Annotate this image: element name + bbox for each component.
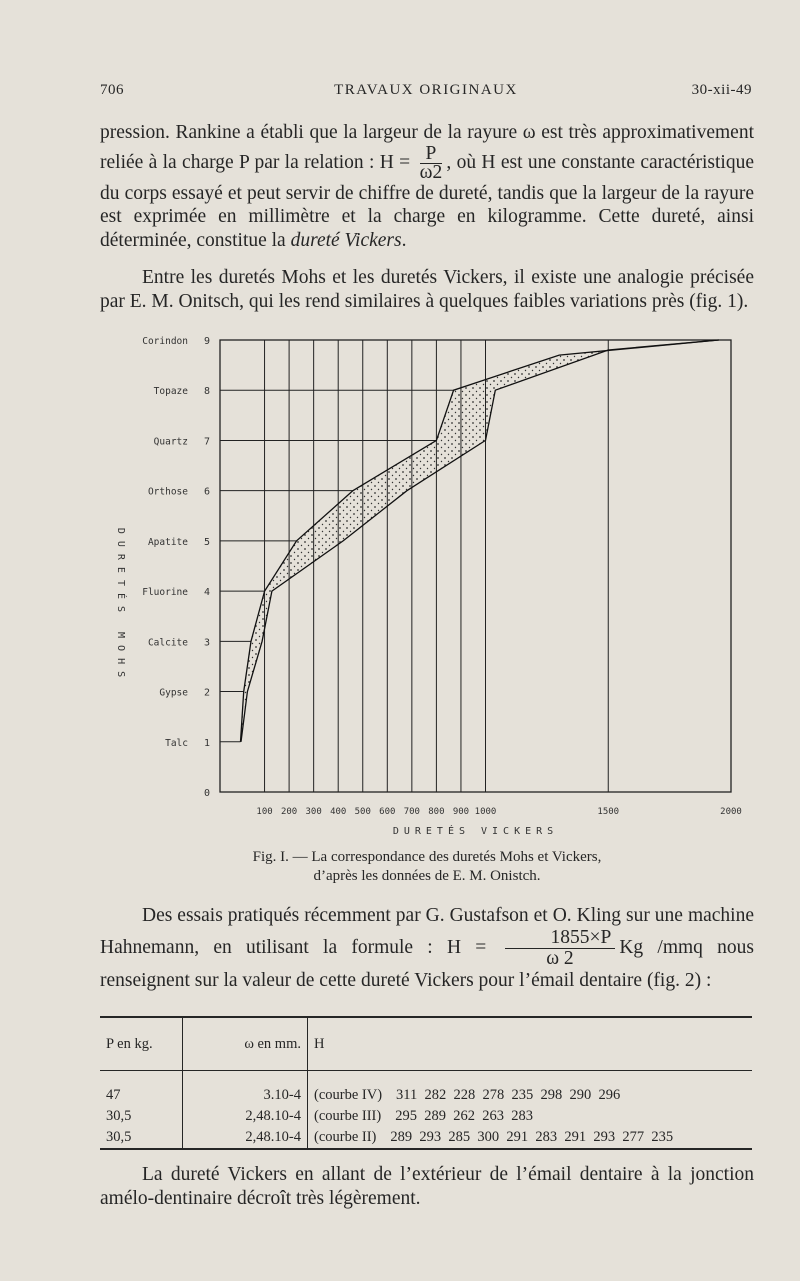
hardness-values: 295 289 262 263 283 (395, 1108, 533, 1124)
x-tick-label: 1500 (597, 807, 620, 817)
paragraph-gustafson: Des essais pratiqués récemment par G. Gustafson et O. Kling sur une machine Hahnemann, en utilisant la formule : H = $\frac{1855\times P}{\omega 2}$ Kg /mmq nous renseignent sur la valeur de cette dureté Vickers pour l’émail dentaire (fig. 2) : (100, 905, 754, 991)
x-tick-label: 400 (330, 807, 347, 817)
col-header-omega: ω en mm. (183, 1017, 308, 1071)
figure-mohs-vickers-chart (100, 330, 760, 850)
page-number: 706 (100, 82, 124, 98)
y-tick-label: 1 (203, 737, 211, 749)
figure-caption: Fig. I. — La correspondance des duretés Mohs et Vickers, d’après les données de E. M. Onistch. (252, 849, 602, 884)
x-tick-label: 500 (354, 807, 371, 817)
x-tick-label: 2000 (720, 807, 742, 817)
cell-width: 2,48.10-4 (183, 1127, 308, 1149)
table-row (100, 1085, 752, 1106)
cell-hardness (308, 1085, 753, 1106)
mineral-label: Talc (165, 737, 188, 749)
curve-label: (courbe III) (314, 1108, 382, 1124)
x-tick-label: 900 (452, 807, 470, 817)
y-axis-title: DURETÉS MOHS (115, 527, 126, 685)
mineral-label: Orthose (147, 486, 188, 498)
cell-hardness (308, 1106, 753, 1127)
running-header (100, 82, 752, 106)
mineral-label: Fluorine (142, 587, 188, 599)
table-row (100, 1106, 752, 1127)
mineral-label: Quartz (153, 436, 188, 448)
hardness-values: 289 293 285 300 291 283 291 293 277 235 (390, 1129, 674, 1145)
dotted-band (241, 340, 719, 742)
cell-load: 30,5 (106, 1129, 132, 1145)
x-tick-label: 600 (379, 807, 396, 817)
y-tick-label: 8 (203, 386, 211, 398)
y-tick-label: 4 (203, 587, 211, 599)
y-tick-label: 3 (203, 637, 211, 649)
vickers-formula-fraction: $\frac{1855\times P}{\omega 2}$ (505, 928, 616, 969)
y-tick-label: 6 (203, 486, 211, 498)
y-tick-label: 0 (203, 788, 211, 799)
y-tick-label: 7 (203, 436, 211, 448)
paragraph-mohs-vickers: Entre les duretés Mohs et les duretés Vickers, il existe une analogie précisée par E. M. Onitsch, qui les rend similaires à quelques faibles variations près (fig. 1). (100, 267, 754, 312)
x-tick-label: 700 (403, 807, 420, 817)
vickers-enamel-table (100, 1016, 752, 1150)
mineral-label: Corindon (142, 336, 188, 347)
col-header-p: P en kg. (106, 1035, 153, 1052)
cell-load: 30,5 (106, 1108, 132, 1124)
x-tick-label: 300 (305, 807, 322, 817)
paragraph-rankine: pression. Rankine a établi que la largeur de la rayure ω est très approximativement reliée à la charge P par la relation : H = $\frac{P}{\omega 2}$ , où H est une constante caractéristique du corps essayé et peut servir de chiffre de dureté, tandis que la largeur de la rayure est exprimée en millimètre et la charge en kilogramme. Cette dureté, ainsi déterminée, constitue la dureté Vickers. (100, 122, 754, 251)
x-tick-label: 100 (256, 807, 273, 817)
table-row (100, 1127, 752, 1149)
cell-hardness (308, 1127, 753, 1149)
cell-width: 3.10-4 (183, 1085, 308, 1106)
hardness-values: 311 282 228 278 235 298 290 296 (396, 1087, 621, 1103)
paragraph-conclusion: La dureté Vickers en allant de l’extérieur de l’émail dentaire à la jonction amélo-dentinaire décroît très légèrement. (100, 1164, 754, 1209)
issue-date: 30-xii-49 (691, 82, 752, 98)
cell-width: 2,48.10-4 (183, 1106, 308, 1127)
mineral-label: Apatite (147, 536, 188, 548)
y-tick-label: 9 (203, 336, 211, 347)
curve-label: (courbe IV) (314, 1087, 383, 1103)
x-tick-label: 200 (280, 807, 298, 817)
rankine-fraction: $\frac{P}{\omega 2}$ (419, 142, 443, 183)
mineral-label: Topaze (153, 386, 188, 398)
y-tick-label: 5 (203, 536, 211, 548)
x-tick-label: 800 (428, 807, 445, 817)
journal-section-title: TRAVAUX ORIGINAUX (334, 82, 518, 98)
cell-load: 47 (106, 1087, 121, 1103)
col-header-h: H (314, 1035, 325, 1052)
mineral-label: Calcite (147, 637, 188, 649)
mineral-label: Gypse (159, 687, 188, 699)
y-tick-label: 2 (203, 687, 211, 699)
x-axis-title: DURETÉS VICKERS (392, 826, 559, 837)
chart-svg (100, 330, 760, 850)
x-tick-label: 1000 (474, 807, 497, 817)
curve-label: (courbe II) (314, 1129, 377, 1145)
